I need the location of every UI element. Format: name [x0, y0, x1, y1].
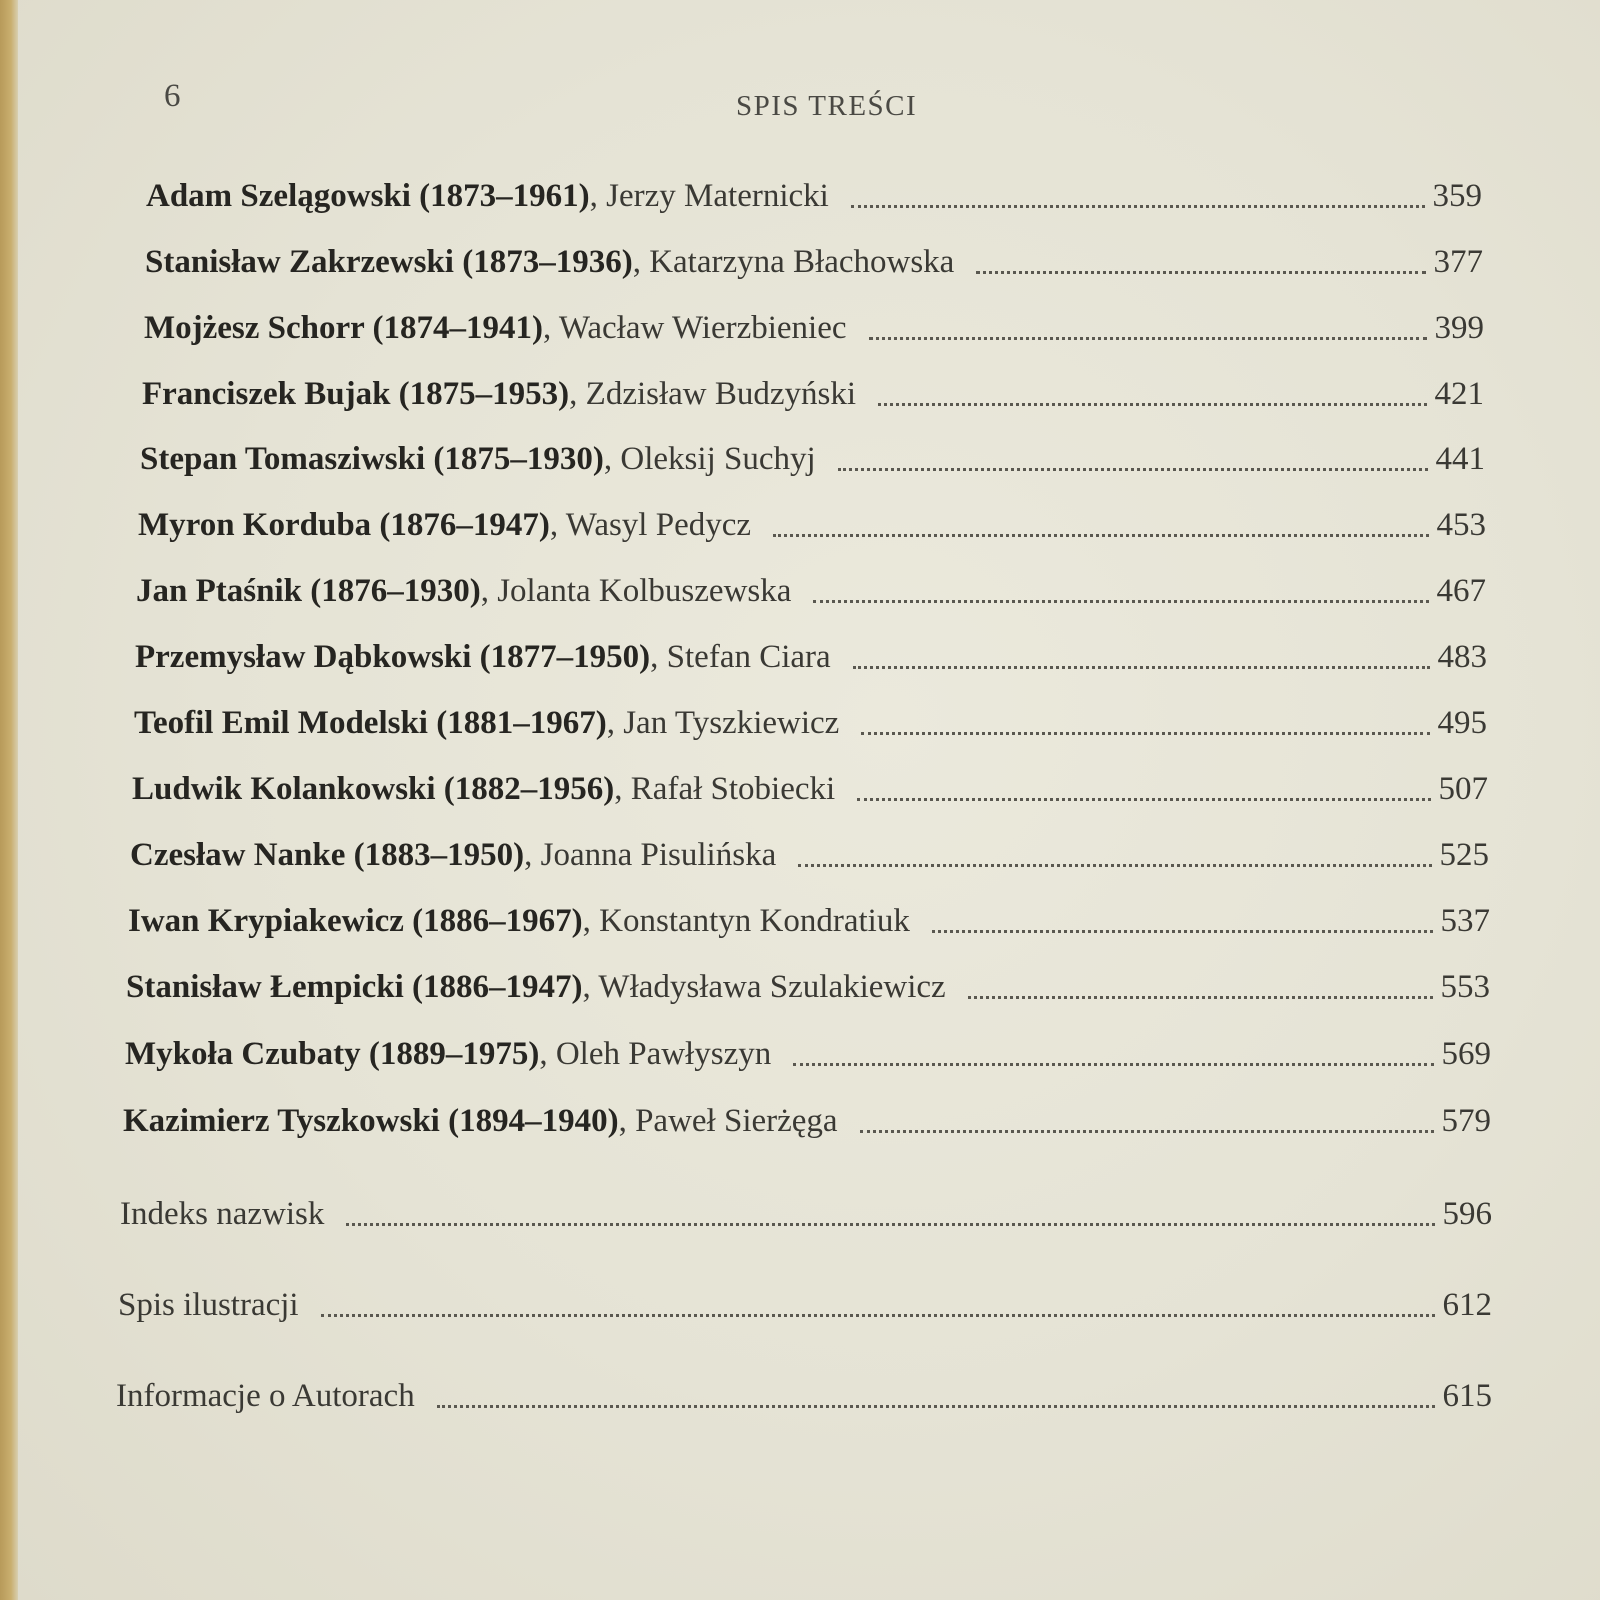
toc-entry-page: 612 [1442, 1287, 1492, 1323]
dot-leader [813, 600, 1428, 603]
toc-entry [126, 963, 1490, 1007]
book-page [18, 0, 1600, 1600]
toc-entry-author: , Konstantyn Kondratiuk [582, 903, 910, 939]
toc-entry-page: 525 [1439, 837, 1489, 873]
dot-leader [861, 732, 1429, 735]
toc-entry [144, 304, 1484, 348]
toc-entry-title: Stanisław Zakrzewski (1873–1936) [145, 244, 633, 280]
toc-entry-back-matter [116, 1372, 1492, 1416]
toc-entry-author: , Joanna Pisulińska [524, 837, 777, 873]
toc-entry [146, 172, 1482, 216]
running-head: SPIS TREŚCI [736, 90, 918, 122]
toc-entry-title: Adam Szelągowski (1873–1961) [146, 178, 590, 214]
toc-entry-page: 579 [1441, 1103, 1491, 1139]
toc-entry-title: Spis ilustracji [118, 1287, 299, 1323]
toc-entry-author: , Władysława Szulakiewicz [582, 969, 946, 1005]
toc-entry [125, 1030, 1491, 1074]
toc-entry-title: Informacje o Autorach [116, 1378, 415, 1414]
toc-entry-author: , Oleksij Suchyj [603, 441, 816, 477]
toc-entry-page: 441 [1435, 441, 1485, 477]
toc-entry-author: , Wacław Wierzbieniec [542, 310, 847, 346]
toc-entry [145, 238, 1483, 282]
page-number: 6 [164, 78, 181, 114]
toc-entry-author: , Zdzisław Budzyński [569, 376, 857, 412]
dot-leader [860, 1130, 1434, 1133]
dot-leader [857, 798, 1430, 801]
dot-leader [968, 996, 1433, 999]
toc-entry-page: 377 [1433, 244, 1483, 280]
toc-entry-page: 537 [1440, 903, 1490, 939]
dot-leader [878, 403, 1426, 406]
toc-entry [132, 765, 1488, 809]
toc-entry-page: 596 [1442, 1196, 1492, 1232]
dot-leader [773, 534, 1428, 537]
toc-entry-author: , Jan Tyszkiewicz [606, 705, 840, 741]
toc-entry-page: 453 [1436, 507, 1486, 543]
toc-entry-author: , Katarzyna Błachowska [632, 244, 955, 280]
toc-entry-page: 421 [1434, 376, 1484, 412]
toc-entry-title: Mykoła Czubaty (1889–1975) [125, 1036, 540, 1072]
toc-entry-page: 553 [1440, 969, 1490, 1005]
toc-entry-title: Indeks nazwisk [120, 1196, 325, 1232]
book-binding-edge [0, 0, 18, 1600]
toc-entry-page: 507 [1438, 771, 1488, 807]
toc-entry-title: Franciszek Bujak (1875–1953) [142, 376, 570, 412]
toc-entry-page: 569 [1441, 1036, 1491, 1072]
toc-entry-title: Myron Korduba (1876–1947) [138, 507, 550, 543]
toc-entry-page: 483 [1437, 639, 1487, 675]
toc-entry-title: Stepan Tomasziwski (1875–1930) [140, 441, 604, 477]
toc-entry-author: , Jerzy Maternicki [589, 178, 829, 214]
toc-entry-title: Jan Ptaśnik (1876–1930) [136, 573, 481, 609]
toc-entry-title: Mojżesz Schorr (1874–1941) [144, 310, 543, 346]
toc-entry [138, 501, 1486, 545]
toc-entry [135, 633, 1487, 677]
dot-leader [851, 205, 1425, 208]
toc-entry [128, 897, 1490, 941]
dot-leader [869, 337, 1427, 340]
toc-entry [123, 1097, 1491, 1141]
toc-entry-page: 615 [1442, 1378, 1492, 1414]
toc-entry-page: 399 [1434, 310, 1484, 346]
toc-entry [130, 831, 1489, 875]
toc-entry-title: Przemysław Dąbkowski (1877–1950) [135, 639, 651, 675]
toc-entry-author: , Wasyl Pedycz [549, 507, 752, 543]
dot-leader [798, 864, 1431, 867]
toc-entry-back-matter [118, 1281, 1492, 1325]
dot-leader [853, 666, 1430, 669]
toc-entry-author: , Jolanta Kolbuszewska [480, 573, 792, 609]
toc-entry-title: Ludwik Kolankowski (1882–1956) [132, 771, 615, 807]
toc-entry [140, 435, 1485, 479]
toc-entry-page: 359 [1432, 178, 1482, 214]
toc-entry-author: , Stefan Ciara [650, 639, 831, 675]
dot-leader [838, 468, 1428, 471]
toc-entry [136, 567, 1486, 611]
toc-entry-author: , Rafał Stobiecki [614, 771, 836, 807]
toc-entry-back-matter [120, 1190, 1492, 1234]
dot-leader [321, 1314, 1435, 1317]
toc-entry [142, 370, 1484, 414]
toc-entry-title: Kazimierz Tyszkowski (1894–1940) [123, 1103, 619, 1139]
dot-leader [346, 1223, 1434, 1226]
dot-leader [976, 271, 1425, 274]
toc-entry-author: , Paweł Sierżęga [618, 1103, 838, 1139]
toc-entry-title: Czesław Nanke (1883–1950) [130, 837, 525, 873]
toc-entry-title: Teofil Emil Modelski (1881–1967) [134, 705, 607, 741]
dot-leader [437, 1405, 1435, 1408]
toc-entry-page: 495 [1437, 705, 1487, 741]
toc-entry-title: Iwan Krypiakewicz (1886–1967) [128, 903, 583, 939]
toc-entry [134, 699, 1487, 743]
dot-leader [932, 930, 1433, 933]
toc-entry-title: Stanisław Łempicki (1886–1947) [126, 969, 583, 1005]
toc-entry-page: 467 [1436, 573, 1486, 609]
toc-entry-author: , Oleh Pawłyszyn [539, 1036, 772, 1072]
dot-leader [793, 1063, 1433, 1066]
